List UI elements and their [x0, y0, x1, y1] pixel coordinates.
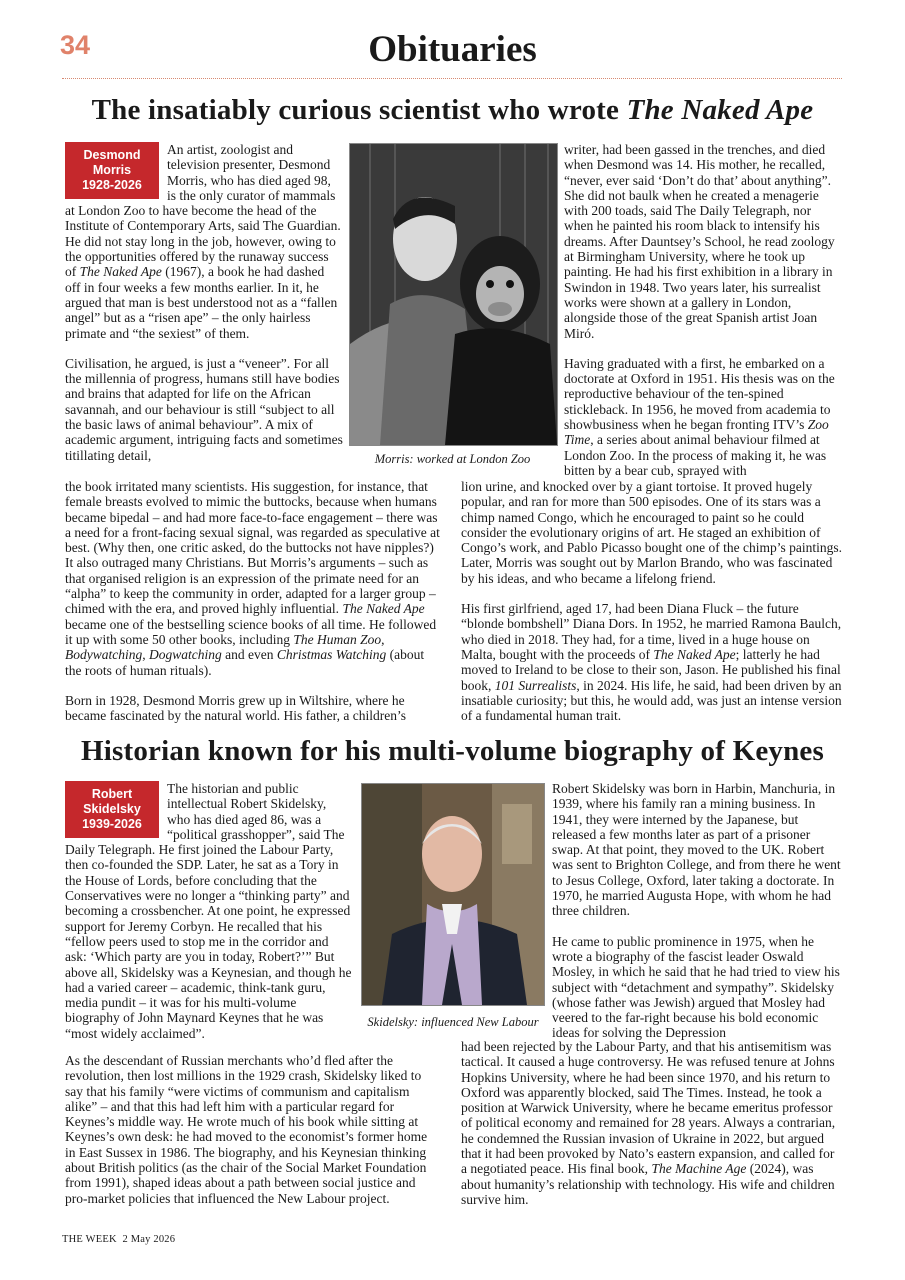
article1-photo	[349, 143, 558, 446]
article2-paragraph-2: As the descendant of Russian merchants who’d fled after the revolution, then lost millions in the 1929 crash, Skidelsky liked to say that his family “were victims of communism and capitalism alike” – and that this had left him with a particular regard for Keynes’s middle way. He wrote much of his book while sitting at Keynes’s own desk: he had moved to the economist’s former home in East Sussex in 1986. The biography, and his Keynesian thinking about British politics (as the chair of the Social Market Foundation from 1991), shaped ideas about a path between social justice and pro-market policies that influenced the New Labour project.	[65, 1053, 428, 1206]
article2-paragraph-4b: had been rejected by the Labour Party, and that his antisemitism was tactical. It caused a huge controversy. He was refused tenure at Johns Hopkins University, where he had been since 1970, and his return to Oxford was apparently blocked, said The Times. Instead, he took a position at Warwick University, where he became emeritus professor of political economy and remained for 28 years. Always a contrarian, he condemned the Russian invasion of Ukraine in 2022, but argued that it had been provoked by Nato’s eastern expansion, and called for a negotiated peace. His final book, The Machine Age (2024), was about humanity’s relationship with technology. His wife and children survive him.	[461, 1039, 836, 1207]
article1-column-left-top	[65, 142, 343, 463]
article1-paragraph-2b: the book irritated many scientists. His suggestion, for instance, that female breasts evolved to mimic the buttocks, because when humans became bipedal – and had more face-to-face engagement – there was a need for a front-facing sexual signal, was regarded as speculative at best. (Why then, one critic asked, do the buttocks not have nipples?) It also outraged many Christians. But Morris’s arguments – such as that organised religion is an expression of the primate need for an “alpha” to keep the community in order, adapted for a larger group – chimed with the era, and proved highly influential. The Naked Ape became one of the bestselling science books of all time. He followed it up with some 50 other books, including The Human Zoo, Bodywatching, Dogwatching and even Christmas Watching (about the roots of human rituals).	[65, 479, 440, 678]
article1-paragraph-1: An artist, zoologist and television presenter, Desmond Morris, who has died aged 98, is the only curator of mammals at London Zoo to have become the head of the Institute of Contemporary Arts, said The Guardian. He did not stay long in the job, however, owing to the opportunities offered by the runaway success of The Naked Ape (1967), a book he had dashed off in four weeks a few months earlier. In it, he argued that man is best understood not as a “fallen angel” but as a “risen ape” – the only hairless primate and “the sexiest” of them.	[65, 142, 341, 341]
article2-caption: Skidelsky: influenced New Labour	[367, 1015, 539, 1029]
page-number: 34	[60, 30, 91, 60]
footer-date: 2 May 2026	[122, 1234, 176, 1245]
article1-badge: Desmond Morris 1928-2026	[65, 142, 159, 199]
article2-paragraph-1: The historian and public intellectual Robert Skidelsky, who has died aged 86, was a “political grasshopper”, said The Daily Telegraph. He first joined the Labour Party, then co-founded the SDP. Later, he sat as a Tory in the House of Lords, before concluding that the Conservatives were no longer a “thinking party” and becoming a crossbencher. At one point, he expressed support for Jeremy Corbyn. He recalled that his “fellow peers used to stop me in the corridor and ask: ‘Which party are you in today, Robert?’” But above all, Skidelsky was a Keynesian, and though he had a varied career – academic, think-tank guru, media pundit – it was for his multi-volume biography of John Maynard Keynes that he was “most widely acclaimed”.	[65, 781, 352, 1041]
article1-paragraph-2a: Civilisation, he argued, is just a “veneer”. For all the millennia of progress, humans still have bodies and brains that adapted for life on the African savannah, and our behaviour is still “subject to all the basic laws of animal behaviour”. A mix of academic argument, intriguing facts and sometimes titillating detail,	[65, 355, 343, 463]
footer	[62, 1234, 175, 1245]
article1-column-right-bottom	[461, 479, 842, 723]
header-rule	[62, 78, 842, 79]
article2-badge: Robert Skidelsky 1939-2026	[65, 781, 159, 838]
article2-column-left-top	[65, 781, 352, 1041]
morris-with-chimp-image	[350, 144, 557, 445]
article1-paragraph-5b: lion urine, and knocked over by a giant tortoise. It proved hugely popular, and ran for more than 500 episodes. One of its stars was a chimp named Congo, which he encouraged to paint so he could consider the evolutionary origins of art. He staged an exhibition of Congo’s work, and Pablo Picasso bought one of the chimp’s paintings. Later, Morris was sought out by Marlon Brando, who was fascinated by his ideas, and who became a lifelong friend.	[461, 479, 842, 586]
section-title: Obituaries	[368, 29, 537, 70]
article1-column-right-top	[564, 142, 842, 478]
article1-paragraph-5a: Having graduated with a first, he embarked on a doctorate at Oxford in 1951. His thesis was on the reproductive behaviour of the ten-spined stickleback. In 1956, he moved from academia to showbusiness when he began fronting ITV’s Zoo Time, a series about animal behaviour filmed at London Zoo. In the process of making it, he was bitten by a bear cub, sprayed with	[564, 355, 835, 478]
article2-column-right-bottom	[461, 1039, 842, 1207]
article2-column-left-bottom	[65, 1053, 440, 1206]
article2-photo	[361, 783, 545, 1006]
article1-paragraph-6: His first girlfriend, aged 17, had been Diana Fluck – the future “blonde bombshell” Diana Dors. In 1952, he married Ramona Baulch, who died in 2018. They had, for a time, lived in a huge house on Malta, bought with the proceeds of The Naked Ape; latterly he had moved to Ireland to be close to their son, Jason. He published his final book, 101 Surrealists, in 2024. His life, he said, had been driven by an insatiable curiosity; but this, he would add, was just an intense version of a fundamental human trait.	[461, 601, 842, 724]
article2-paragraph-4a: He came to public prominence in 1975, when he wrote a biography of the fascist leader Oswald Mosley, in which he said that he had tried to view his subject with “detachment and sympathy”. Skidelsky (whose father was Jewish) argued that Mosley had veered to the far-right because his bold economic ideas for solving the Depression	[552, 933, 840, 1041]
skidelsky-portrait-image	[362, 784, 544, 1005]
article2-paragraph-3: Robert Skidelsky was born in Harbin, Manchuria, in 1939, where his family ran a mining business. In 1941, they were interned by the Japanese, but released a few months later as part of a prisoner swap. At that point, they moved to the UK. Robert was sent to Brighton College, and from there he went to Jesus College, Oxford, later taking a doctorate. In 1970, he married Augusta Hope, with whom he had three children.	[552, 781, 841, 919]
article1-paragraph-4: writer, had been gassed in the trenches, and died when Desmond was 14. His mother, he recalled, “never, ever said ‘Don’t do that’ about anything”. She did not baulk when he created a menagerie with 200 toads, said The Daily Telegraph, nor when he painted his room black to intensify his dreams. After Dauntsey’s School, he read zoology at Birmingham University, where he took up painting. He had his first exhibition in a library in Swindon in 1948. Two years later, his surrealist works were shown at a gallery in London, alongside those of the great Spanish artist Joan Miró.	[564, 142, 835, 341]
article1-caption: Morris: worked at London Zoo	[374, 452, 531, 466]
article2-column-right-top	[552, 781, 842, 1041]
article1-paragraph-3: Born in 1928, Desmond Morris grew up in Wiltshire, where he became fascinated by the natural world. His father, a children’s	[65, 692, 406, 724]
article1-headline: The insatiably curious scientist who wrote The Naked Ape	[91, 94, 814, 126]
article2-headline: Historian known for his multi-volume biography of Keynes	[81, 735, 824, 767]
article1-column-left-bottom	[65, 479, 443, 723]
footer-publication: THE WEEK	[62, 1234, 117, 1245]
